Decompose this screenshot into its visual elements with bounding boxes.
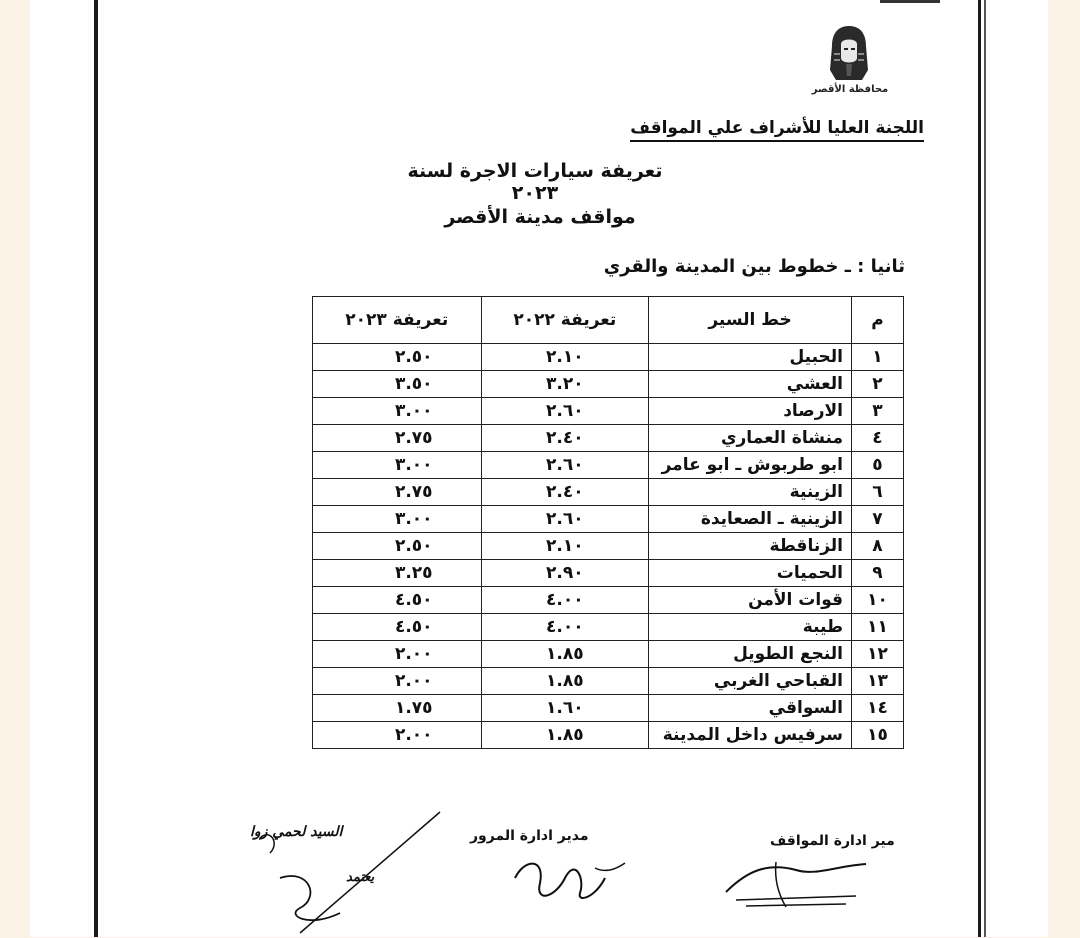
row-route: منشاة العماري (649, 425, 852, 452)
row-num: ١ (852, 344, 904, 371)
row-tariff-2023: ٣.٢٥ (313, 560, 482, 587)
row-num: ٤ (852, 425, 904, 452)
traffic-manager-label: مدير ادارة المرور (470, 828, 589, 844)
row-tariff-2023: ٢.٧٥ (313, 479, 482, 506)
pharaoh-mask-logo-icon (826, 24, 872, 82)
row-tariff-2022: ٢.١٠ (481, 533, 649, 560)
row-num: ٧ (852, 506, 904, 533)
row-num: ١١ (852, 614, 904, 641)
row-tariff-2022: ٢.٤٠ (481, 479, 649, 506)
row-num: ٦ (852, 479, 904, 506)
table-row (313, 533, 904, 560)
approver-name: السيد لحمي زوا (250, 824, 343, 840)
row-num: ٥ (852, 452, 904, 479)
row-route: السواقي (649, 695, 852, 722)
row-num: ٨ (852, 533, 904, 560)
row-tariff-2023: ٣.٠٠ (313, 398, 482, 425)
table-row (313, 668, 904, 695)
row-tariff-2023: ٣.٠٠ (313, 452, 482, 479)
table-row (313, 641, 904, 668)
table-row (313, 506, 904, 533)
table-row (313, 479, 904, 506)
table-row (313, 614, 904, 641)
header-tariff-2023: تعريفة ٢٠٢٣ (313, 297, 482, 344)
section-heading: ثانيا : ـ خطوط بين المدينة والقري (603, 256, 905, 277)
row-tariff-2023: ١.٧٥ (313, 695, 482, 722)
header-tariff-2022: تعريفة ٢٠٢٢ (481, 297, 649, 344)
table-row (313, 587, 904, 614)
document-subtitle: مواقف مدينة الأقصر (444, 206, 636, 228)
parking-manager-label: مير ادارة المواقف (770, 833, 895, 849)
top-edge-mark (880, 0, 940, 3)
row-tariff-2022: ١.٦٠ (481, 695, 649, 722)
row-tariff-2022: ٢.٤٠ (481, 425, 649, 452)
row-route: الارصاد (649, 398, 852, 425)
page-frame-left (94, 0, 98, 937)
row-num: ١٤ (852, 695, 904, 722)
row-tariff-2022: ٢.٩٠ (481, 560, 649, 587)
logo-caption: محافظة الأقصر (811, 84, 889, 95)
row-tariff-2022: ٢.٦٠ (481, 452, 649, 479)
table-row (313, 695, 904, 722)
parking-manager-signature (716, 852, 876, 912)
row-num: ٢ (852, 371, 904, 398)
page-frame-right-inner (984, 0, 986, 937)
document-title: تعريفة سيارات الاجرة لسنة ٢٠٢٣ (407, 160, 663, 204)
table-row (313, 371, 904, 398)
tariff-table (312, 296, 904, 749)
row-num: ١٣ (852, 668, 904, 695)
table-row (313, 722, 904, 749)
table-header-row (313, 297, 904, 344)
row-route: الحميات (649, 560, 852, 587)
table-row (313, 344, 904, 371)
row-tariff-2023: ٤.٥٠ (313, 587, 482, 614)
row-route: الزينية ـ الصعايدة (649, 506, 852, 533)
page-frame-right (978, 0, 981, 937)
row-route: الزينية (649, 479, 852, 506)
row-route: طيبة (649, 614, 852, 641)
row-route: القباحي الغربي (649, 668, 852, 695)
row-route: ابو طربوش ـ ابو عامر (649, 452, 852, 479)
row-route: العشي (649, 371, 852, 398)
row-tariff-2022: ٢.٦٠ (481, 506, 649, 533)
row-tariff-2022: ٢.٦٠ (481, 398, 649, 425)
row-num: ٣ (852, 398, 904, 425)
row-tariff-2023: ٣.٥٠ (313, 371, 482, 398)
row-route: قوات الأمن (649, 587, 852, 614)
row-tariff-2023: ٢.٠٠ (313, 722, 482, 749)
approval-note: يعتمد (346, 870, 375, 885)
approver-signature (240, 808, 450, 938)
row-tariff-2022: ١.٨٥ (481, 668, 649, 695)
row-num: ١٠ (852, 587, 904, 614)
traffic-manager-signature (505, 848, 635, 918)
row-route: النجع الطويل (649, 641, 852, 668)
row-tariff-2023: ٢.٠٠ (313, 641, 482, 668)
row-tariff-2022: ١.٨٥ (481, 641, 649, 668)
header-route: خط السير (649, 297, 852, 344)
row-route: الحبيل (649, 344, 852, 371)
row-num: ١٥ (852, 722, 904, 749)
row-tariff-2023: ٢.٥٠ (313, 533, 482, 560)
row-tariff-2023: ٢.٧٥ (313, 425, 482, 452)
row-tariff-2022: ٣.٢٠ (481, 371, 649, 398)
table-row (313, 425, 904, 452)
row-tariff-2022: ٢.١٠ (481, 344, 649, 371)
row-tariff-2022: ٤.٠٠ (481, 614, 649, 641)
row-tariff-2023: ٤.٥٠ (313, 614, 482, 641)
row-num: ٩ (852, 560, 904, 587)
table-row (313, 560, 904, 587)
row-tariff-2023: ٣.٠٠ (313, 506, 482, 533)
row-route: الزناقطة (649, 533, 852, 560)
row-route: سرفيس داخل المدينة (649, 722, 852, 749)
table-row (313, 398, 904, 425)
table-row (313, 452, 904, 479)
header-num: م (852, 297, 904, 344)
row-num: ١٢ (852, 641, 904, 668)
row-tariff-2022: ١.٨٥ (481, 722, 649, 749)
row-tariff-2022: ٤.٠٠ (481, 587, 649, 614)
row-tariff-2023: ٢.٠٠ (313, 668, 482, 695)
row-tariff-2023: ٢.٥٠ (313, 344, 482, 371)
committee-heading: اللجنة العليا للأشراف علي المواقف (630, 118, 924, 142)
